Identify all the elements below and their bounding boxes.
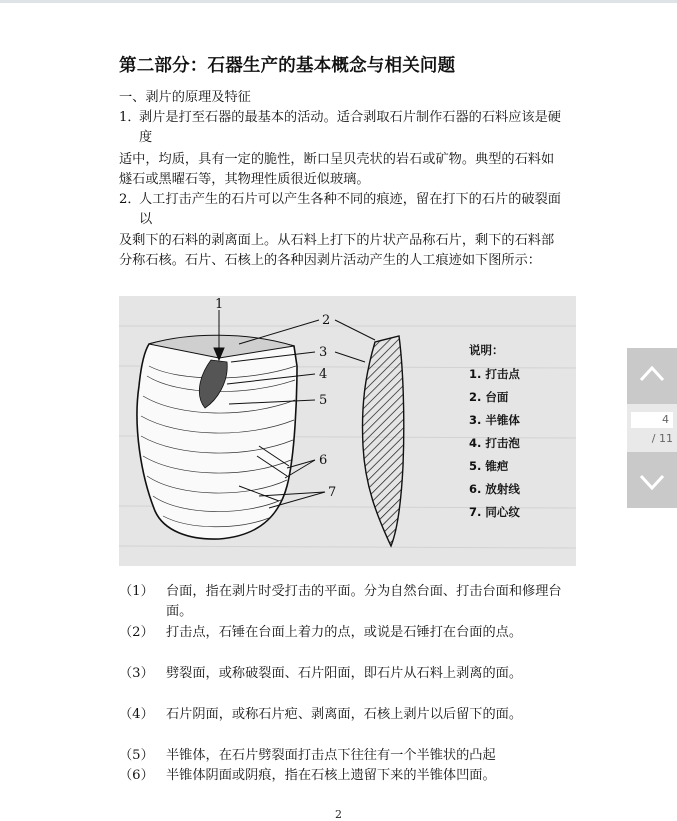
page-number: 2 (335, 808, 342, 821)
item-text: 人工打击产生的石片可以产生各种不同的痕迹，留在打下的石片的破裂面以 (139, 192, 561, 227)
figure-label-3: 3 (319, 345, 328, 360)
list-text: 半锥体，在石片劈裂面打击点下往往有一个半锥状的凸起 (166, 748, 496, 763)
current-page-input[interactable]: 4 (631, 412, 673, 428)
flake-diagram (119, 296, 576, 566)
next-page-button[interactable] (627, 456, 677, 508)
numbered-item-1 (119, 108, 569, 148)
total-pages: / 11 (651, 432, 673, 445)
page-navigator (627, 348, 677, 508)
chevron-down-icon (627, 456, 677, 508)
figure-label-5: 5 (319, 393, 328, 408)
legend-item-4: 4. 打击泡 (469, 436, 520, 450)
list-text: 劈裂面，或称破裂面、石片阳面，即石片从石料上剥离的面。 (166, 666, 523, 681)
legend-item-1: 1. 打击点 (469, 367, 520, 381)
section-heading: 一、剥片的原理及特征 (119, 90, 251, 105)
paragraph-1: 适中，均质，具有一定的脆性，断口呈贝壳状的岩石或矿物。典型的石料如燧石或黑曜石等，其物理性质很近似玻璃。 (119, 152, 555, 187)
item-text: 剥片是打至石器的最基本的活动。适合剥取石片制作石器的石料应该是硬度 (139, 110, 561, 145)
list-text: 打击点，石锤在台面上着力的点，或说是石锤打在台面的点。 (166, 625, 523, 640)
item-number: 2． (119, 192, 141, 207)
figure-label-2: 2 (322, 313, 331, 328)
page-indicator (627, 404, 677, 452)
list-item (119, 623, 571, 643)
legend-title: 说明： (469, 343, 504, 357)
figure-label-7: 7 (328, 485, 337, 500)
list-item (119, 664, 571, 684)
list-number: （3） (119, 666, 154, 681)
numbered-item-2 (119, 190, 569, 230)
previous-page-button[interactable] (627, 348, 677, 400)
list-item (119, 582, 571, 622)
figure-label-6: 6 (319, 453, 328, 468)
list-number: （4） (119, 707, 154, 722)
list-item (119, 705, 571, 725)
chevron-up-icon (627, 348, 677, 400)
figure-legend (469, 343, 520, 519)
list-text: 石片阴面，或称石片疤、剥离面，石核上剥片以后留下的面。 (166, 707, 523, 722)
list-number: （6） (119, 768, 154, 783)
legend-item-6: 6. 放射线 (469, 482, 520, 496)
list-number: （2） (119, 625, 154, 640)
list-number: （5） (119, 748, 154, 763)
list-item (119, 766, 571, 786)
list-number: （1） (119, 584, 154, 599)
figure-label-4: 4 (319, 367, 328, 382)
list-item (119, 746, 571, 766)
legend-item-5: 5. 锥疤 (469, 459, 509, 473)
item-number: 1． (119, 110, 141, 125)
flake-cross-section (363, 336, 404, 546)
stone-flake-figure (119, 296, 576, 566)
paragraph-2: 及剩下的石料的剥离面上。从石料上打下的片状产品称石片，剩下的石料部分称石核。石片、石核上的各种因剥片活动产生的人工痕迹如下图所示： (119, 233, 555, 268)
figure-label-1: 1 (215, 297, 224, 312)
list-text: 半锥体阴面或阴痕，指在石核上遗留下来的半锥体凹面。 (166, 768, 496, 783)
list-text: 台面，指在剥片时受打击的平面。分为自然台面、打击台面和修理台面。 (166, 584, 562, 619)
legend-item-3: 3. 半锥体 (469, 413, 520, 427)
page-title: 第二部分：石器生产的基本概念与相关问题 (119, 56, 456, 76)
legend-item-2: 2. 台面 (469, 390, 509, 404)
legend-item-7: 7. 同心纹 (469, 505, 520, 519)
